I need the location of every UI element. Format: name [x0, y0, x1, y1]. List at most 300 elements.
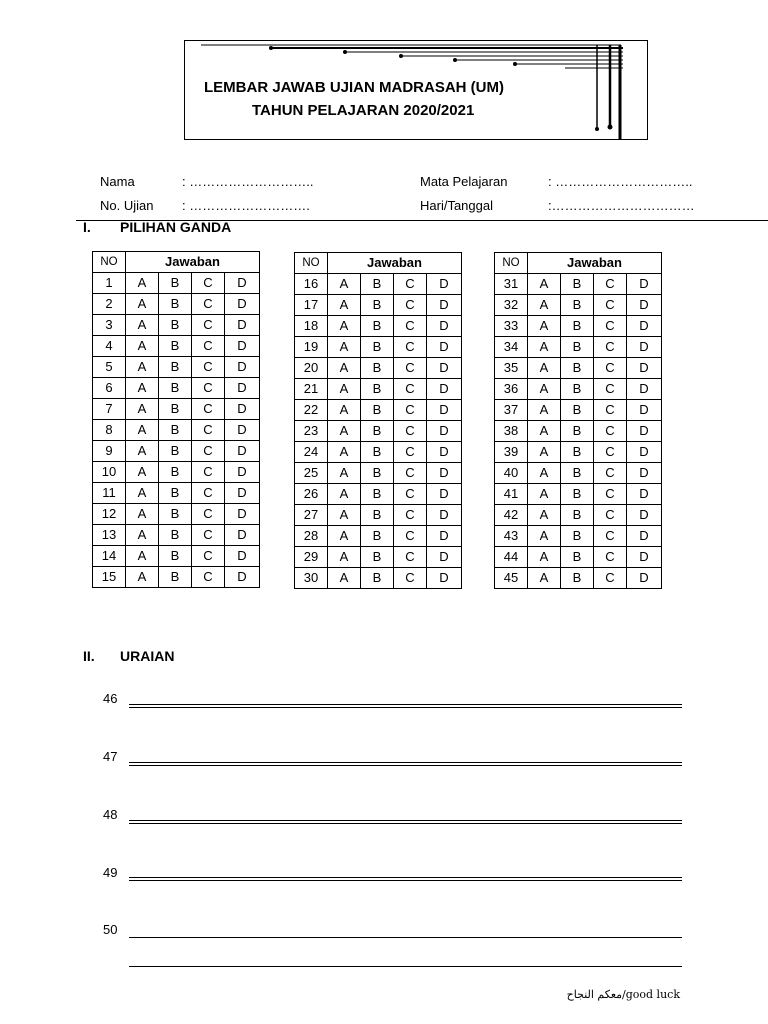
question-number: 14: [93, 546, 126, 567]
answer-option-d[interactable]: D: [427, 463, 462, 484]
table-row: [93, 441, 260, 462]
answer-option-c[interactable]: C: [394, 568, 427, 589]
answer-option-a[interactable]: A: [328, 568, 361, 589]
answer-option-d[interactable]: D: [427, 337, 462, 358]
answer-option-c[interactable]: C: [192, 378, 225, 399]
answer-option-a[interactable]: A: [328, 463, 361, 484]
answer-option-c[interactable]: C: [192, 525, 225, 546]
essay-answer-line[interactable]: [129, 704, 682, 708]
answer-option-d[interactable]: D: [427, 379, 462, 400]
answer-option-b[interactable]: B: [361, 484, 394, 505]
answer-option-b[interactable]: B: [561, 421, 594, 442]
answer-option-a[interactable]: A: [328, 421, 361, 442]
answer-option-c[interactable]: C: [594, 505, 627, 526]
answer-option-b[interactable]: B: [561, 337, 594, 358]
no-header: NO: [295, 253, 328, 274]
answer-option-a[interactable]: A: [328, 484, 361, 505]
question-number: 7: [93, 399, 126, 420]
question-number: 15: [93, 567, 126, 588]
answer-option-d[interactable]: D: [627, 421, 662, 442]
answer-option-a[interactable]: A: [328, 316, 361, 337]
answer-option-c[interactable]: C: [594, 547, 627, 568]
answer-option-c[interactable]: C: [394, 484, 427, 505]
answer-option-c[interactable]: C: [394, 505, 427, 526]
answer-option-a[interactable]: A: [126, 357, 159, 378]
answer-option-b[interactable]: B: [159, 546, 192, 567]
table-header-row: [295, 253, 462, 274]
answer-option-c[interactable]: C: [594, 379, 627, 400]
answer-option-b[interactable]: B: [159, 357, 192, 378]
answer-option-d[interactable]: D: [225, 546, 260, 567]
table-row: [295, 463, 462, 484]
answer-option-b[interactable]: B: [561, 295, 594, 316]
nama-field[interactable]: : ………………………..: [182, 174, 314, 189]
answer-option-c[interactable]: C: [594, 526, 627, 547]
answer-option-c[interactable]: C: [192, 567, 225, 588]
table-row: [93, 462, 260, 483]
question-number: 22: [295, 400, 328, 421]
answer-option-d[interactable]: D: [627, 568, 662, 589]
answer-option-d[interactable]: D: [427, 484, 462, 505]
no-header: NO: [93, 252, 126, 273]
table-row: [93, 357, 260, 378]
question-number: 40: [495, 463, 528, 484]
answer-option-b[interactable]: B: [159, 294, 192, 315]
answer-option-b[interactable]: B: [361, 568, 394, 589]
section-1-number: I.: [83, 219, 91, 235]
answer-option-d[interactable]: D: [427, 421, 462, 442]
table-row: [495, 337, 662, 358]
answer-option-b[interactable]: B: [561, 463, 594, 484]
answer-option-c[interactable]: C: [192, 294, 225, 315]
answer-option-b[interactable]: B: [561, 484, 594, 505]
answer-option-c[interactable]: C: [394, 421, 427, 442]
answer-option-b[interactable]: B: [561, 316, 594, 337]
table-row: [295, 316, 462, 337]
answer-option-b[interactable]: B: [561, 358, 594, 379]
question-number: 19: [295, 337, 328, 358]
table-row: [93, 504, 260, 525]
answer-option-b[interactable]: B: [361, 505, 394, 526]
answer-option-a[interactable]: A: [528, 421, 561, 442]
answer-option-a[interactable]: A: [126, 378, 159, 399]
answer-option-d[interactable]: D: [627, 358, 662, 379]
answer-option-c[interactable]: C: [594, 463, 627, 484]
answer-option-d[interactable]: D: [627, 442, 662, 463]
table-row: [93, 525, 260, 546]
nama-label: Nama: [100, 174, 135, 189]
answer-option-a[interactable]: A: [328, 295, 361, 316]
title-line-2: TAHUN PELAJARAN 2020/2021: [252, 102, 475, 119]
question-number: 12: [93, 504, 126, 525]
answer-option-b[interactable]: B: [159, 420, 192, 441]
answer-option-d[interactable]: D: [225, 273, 260, 294]
table-row: [295, 421, 462, 442]
answer-option-b[interactable]: B: [561, 400, 594, 421]
question-number: 1: [93, 273, 126, 294]
essay-answer-line-extra[interactable]: [129, 966, 682, 967]
table-header-row: [495, 253, 662, 274]
answer-option-a[interactable]: A: [328, 337, 361, 358]
answer-option-b[interactable]: B: [361, 400, 394, 421]
answer-option-a[interactable]: A: [126, 483, 159, 504]
answer-option-a[interactable]: A: [126, 546, 159, 567]
answer-option-a[interactable]: A: [126, 462, 159, 483]
answer-option-c[interactable]: C: [594, 568, 627, 589]
answer-option-b[interactable]: B: [159, 441, 192, 462]
answer-option-a[interactable]: A: [126, 399, 159, 420]
no-header: NO: [495, 253, 528, 274]
answer-option-c[interactable]: C: [594, 421, 627, 442]
answer-option-c[interactable]: C: [594, 400, 627, 421]
table-row: [495, 379, 662, 400]
table-row: [295, 442, 462, 463]
answer-option-d[interactable]: D: [627, 400, 662, 421]
question-number: 32: [495, 295, 528, 316]
question-number: 31: [495, 274, 528, 295]
answer-option-a[interactable]: A: [328, 526, 361, 547]
answer-option-b[interactable]: B: [561, 547, 594, 568]
answer-option-d[interactable]: D: [427, 568, 462, 589]
answer-option-b[interactable]: B: [561, 568, 594, 589]
answer-option-c[interactable]: C: [394, 295, 427, 316]
answer-option-c[interactable]: C: [394, 358, 427, 379]
answer-option-d[interactable]: D: [427, 547, 462, 568]
hari-tanggal-label: Hari/Tanggal: [420, 198, 493, 213]
answer-option-d[interactable]: D: [225, 504, 260, 525]
section-2-title: URAIAN: [120, 648, 175, 664]
question-number: 39: [495, 442, 528, 463]
table-row: [295, 358, 462, 379]
question-number: 30: [295, 568, 328, 589]
answer-option-d[interactable]: D: [627, 337, 662, 358]
table-row: [495, 442, 662, 463]
answer-option-d[interactable]: D: [225, 441, 260, 462]
question-number: 43: [495, 526, 528, 547]
answer-option-c[interactable]: C: [594, 295, 627, 316]
answer-option-c[interactable]: C: [594, 442, 627, 463]
table-row: [495, 421, 662, 442]
answer-option-b[interactable]: B: [159, 273, 192, 294]
question-number: 44: [495, 547, 528, 568]
answer-option-c[interactable]: C: [394, 274, 427, 295]
table-row: [295, 274, 462, 295]
question-number: 41: [495, 484, 528, 505]
no-ujian-field[interactable]: : ……………………….: [182, 198, 310, 213]
section-2-number: II.: [83, 648, 95, 664]
answer-option-c[interactable]: C: [394, 337, 427, 358]
table-row: [93, 294, 260, 315]
answer-option-a[interactable]: A: [528, 358, 561, 379]
question-number: 37: [495, 400, 528, 421]
section-1-title: PILIHAN GANDA: [120, 219, 232, 235]
answer-option-a[interactable]: A: [328, 442, 361, 463]
table-row: [295, 337, 462, 358]
answer-option-a[interactable]: A: [126, 567, 159, 588]
answer-option-b[interactable]: B: [361, 316, 394, 337]
answer-option-c[interactable]: C: [394, 400, 427, 421]
essay-answer-line[interactable]: [129, 820, 682, 824]
answer-option-b[interactable]: B: [561, 442, 594, 463]
answer-option-a[interactable]: A: [126, 336, 159, 357]
answer-option-d[interactable]: D: [427, 400, 462, 421]
answer-option-d[interactable]: D: [225, 525, 260, 546]
answer-option-c[interactable]: C: [594, 484, 627, 505]
question-number: 16: [295, 274, 328, 295]
question-number: 24: [295, 442, 328, 463]
question-number: 35: [495, 358, 528, 379]
question-number: 45: [495, 568, 528, 589]
question-number: 5: [93, 357, 126, 378]
answer-option-b[interactable]: B: [361, 358, 394, 379]
question-number: 29: [295, 547, 328, 568]
answer-option-d[interactable]: D: [225, 294, 260, 315]
answer-option-c[interactable]: C: [394, 316, 427, 337]
answer-option-b[interactable]: B: [159, 525, 192, 546]
answer-option-c[interactable]: C: [192, 336, 225, 357]
answer-option-b[interactable]: B: [159, 399, 192, 420]
table-row: [495, 505, 662, 526]
answer-option-a[interactable]: A: [328, 547, 361, 568]
answer-option-a[interactable]: A: [528, 463, 561, 484]
answer-option-b[interactable]: B: [361, 526, 394, 547]
question-number: 36: [495, 379, 528, 400]
answer-option-b[interactable]: B: [361, 295, 394, 316]
answer-option-b[interactable]: B: [361, 337, 394, 358]
answer-option-a[interactable]: A: [528, 442, 561, 463]
jawaban-header: Jawaban: [328, 253, 462, 274]
answer-option-d[interactable]: D: [225, 378, 260, 399]
answer-option-b[interactable]: B: [561, 379, 594, 400]
answer-option-b[interactable]: B: [159, 378, 192, 399]
essay-answer-line[interactable]: [129, 877, 682, 881]
answer-option-d[interactable]: D: [225, 399, 260, 420]
answer-option-a[interactable]: A: [528, 379, 561, 400]
answer-option-b[interactable]: B: [361, 442, 394, 463]
table-row: [495, 547, 662, 568]
answer-option-b[interactable]: B: [159, 483, 192, 504]
answer-option-d[interactable]: D: [427, 526, 462, 547]
answer-option-a[interactable]: A: [328, 505, 361, 526]
answer-option-d[interactable]: D: [225, 420, 260, 441]
table-row: [295, 568, 462, 589]
question-number: 23: [295, 421, 328, 442]
hari-tanggal-field[interactable]: :……………………………: [548, 198, 695, 213]
answer-option-d[interactable]: D: [225, 462, 260, 483]
table-row: [93, 546, 260, 567]
answer-option-a[interactable]: A: [528, 505, 561, 526]
answer-option-a[interactable]: A: [528, 547, 561, 568]
mata-pelajaran-label: Mata Pelajaran: [420, 174, 508, 189]
answer-option-a[interactable]: A: [528, 400, 561, 421]
good-luck-note: معكم النجاح/good luck: [566, 988, 680, 1001]
table-row: [295, 547, 462, 568]
answer-option-a[interactable]: A: [528, 568, 561, 589]
answer-option-a[interactable]: A: [328, 379, 361, 400]
table-row: [93, 399, 260, 420]
answer-option-c[interactable]: C: [394, 442, 427, 463]
answer-option-a[interactable]: A: [126, 273, 159, 294]
answer-option-d[interactable]: D: [427, 442, 462, 463]
answer-option-b[interactable]: B: [561, 274, 594, 295]
title-line-1: LEMBAR JAWAB UJIAN MADRASAH (UM): [204, 79, 504, 96]
question-number: 13: [93, 525, 126, 546]
answer-option-d[interactable]: D: [427, 274, 462, 295]
answer-option-a[interactable]: A: [528, 316, 561, 337]
question-number: 34: [495, 337, 528, 358]
answer-option-c[interactable]: C: [192, 315, 225, 336]
essay-number: 47: [103, 749, 118, 764]
answer-option-d[interactable]: D: [427, 295, 462, 316]
answer-option-b[interactable]: B: [159, 462, 192, 483]
table-row: [495, 274, 662, 295]
table-row: [495, 484, 662, 505]
essay-number: 49: [103, 865, 118, 880]
table-row: [295, 295, 462, 316]
table-row: [295, 526, 462, 547]
answer-option-b[interactable]: B: [159, 567, 192, 588]
answer-option-d[interactable]: D: [627, 379, 662, 400]
no-ujian-label: No. Ujian: [100, 198, 154, 213]
answer-option-d[interactable]: D: [225, 336, 260, 357]
answer-option-d[interactable]: D: [225, 567, 260, 588]
answer-option-c[interactable]: C: [192, 483, 225, 504]
question-number: 3: [93, 315, 126, 336]
answer-option-a[interactable]: A: [328, 274, 361, 295]
answer-option-b[interactable]: B: [561, 505, 594, 526]
answer-option-b[interactable]: B: [361, 379, 394, 400]
answer-option-d[interactable]: D: [627, 484, 662, 505]
table-header-row: [93, 252, 260, 273]
table-row: [295, 379, 462, 400]
answer-option-d[interactable]: D: [627, 526, 662, 547]
answer-table-1: [92, 251, 260, 588]
answer-option-a[interactable]: A: [126, 315, 159, 336]
answer-option-a[interactable]: A: [528, 274, 561, 295]
essay-answer-line[interactable]: [129, 762, 682, 766]
answer-option-d[interactable]: D: [225, 483, 260, 504]
answer-option-d[interactable]: D: [627, 316, 662, 337]
mata-pelajaran-field[interactable]: : …………………………..: [548, 174, 693, 189]
answer-option-a[interactable]: A: [126, 525, 159, 546]
table-row: [495, 316, 662, 337]
answer-option-c[interactable]: C: [192, 420, 225, 441]
answer-option-b[interactable]: B: [361, 463, 394, 484]
question-number: 17: [295, 295, 328, 316]
answer-option-c[interactable]: C: [394, 526, 427, 547]
question-number: 25: [295, 463, 328, 484]
answer-option-c[interactable]: C: [192, 546, 225, 567]
table-row: [495, 463, 662, 484]
answer-option-c[interactable]: C: [192, 357, 225, 378]
answer-option-c[interactable]: C: [594, 274, 627, 295]
answer-option-a[interactable]: A: [126, 504, 159, 525]
jawaban-header: Jawaban: [528, 253, 662, 274]
answer-option-b[interactable]: B: [361, 547, 394, 568]
question-number: 28: [295, 526, 328, 547]
table-row: [495, 400, 662, 421]
jawaban-header: Jawaban: [126, 252, 260, 273]
answer-table-2: [294, 252, 462, 589]
table-row: [93, 567, 260, 588]
answer-option-d[interactable]: D: [427, 316, 462, 337]
answer-option-b[interactable]: B: [159, 336, 192, 357]
answer-option-d[interactable]: D: [627, 463, 662, 484]
question-number: 42: [495, 505, 528, 526]
table-row: [495, 358, 662, 379]
answer-option-b[interactable]: B: [361, 274, 394, 295]
answer-option-d[interactable]: D: [225, 315, 260, 336]
answer-option-c[interactable]: C: [192, 504, 225, 525]
table-row: [295, 505, 462, 526]
answer-option-a[interactable]: A: [528, 337, 561, 358]
answer-option-a[interactable]: A: [126, 294, 159, 315]
answer-option-c[interactable]: C: [594, 358, 627, 379]
question-number: 11: [93, 483, 126, 504]
question-number: 4: [93, 336, 126, 357]
answer-option-a[interactable]: A: [328, 358, 361, 379]
answer-option-c[interactable]: C: [394, 547, 427, 568]
answer-option-b[interactable]: B: [561, 526, 594, 547]
question-number: 10: [93, 462, 126, 483]
answer-option-a[interactable]: A: [528, 526, 561, 547]
answer-option-d[interactable]: D: [627, 547, 662, 568]
question-number: 2: [93, 294, 126, 315]
answer-option-d[interactable]: D: [427, 505, 462, 526]
question-number: 6: [93, 378, 126, 399]
question-number: 27: [295, 505, 328, 526]
question-number: 9: [93, 441, 126, 462]
answer-option-d[interactable]: D: [627, 274, 662, 295]
answer-option-d[interactable]: D: [627, 295, 662, 316]
title-box: [184, 40, 648, 140]
question-number: 26: [295, 484, 328, 505]
table-row: [93, 273, 260, 294]
answer-option-b[interactable]: B: [159, 315, 192, 336]
question-number: 18: [295, 316, 328, 337]
answer-option-a[interactable]: A: [126, 441, 159, 462]
essay-number: 48: [103, 807, 118, 822]
answer-option-a[interactable]: A: [328, 400, 361, 421]
answer-option-c[interactable]: C: [192, 441, 225, 462]
essay-answer-line[interactable]: [129, 937, 682, 938]
answer-option-d[interactable]: D: [627, 505, 662, 526]
table-row: [295, 484, 462, 505]
answer-option-a[interactable]: A: [126, 420, 159, 441]
answer-option-c[interactable]: C: [192, 399, 225, 420]
question-number: 8: [93, 420, 126, 441]
answer-option-c[interactable]: C: [192, 273, 225, 294]
answer-option-c[interactable]: C: [594, 337, 627, 358]
question-number: 20: [295, 358, 328, 379]
answer-option-b[interactable]: B: [159, 504, 192, 525]
table-row: [495, 526, 662, 547]
answer-option-c[interactable]: C: [394, 463, 427, 484]
answer-option-c[interactable]: C: [192, 462, 225, 483]
question-number: 38: [495, 421, 528, 442]
answer-option-a[interactable]: A: [528, 295, 561, 316]
essay-number: 46: [103, 691, 118, 706]
table-row: [295, 400, 462, 421]
answer-option-d[interactable]: D: [225, 357, 260, 378]
answer-option-c[interactable]: C: [594, 316, 627, 337]
answer-option-d[interactable]: D: [427, 358, 462, 379]
answer-table-3: [494, 252, 662, 589]
table-row: [93, 420, 260, 441]
answer-option-b[interactable]: B: [361, 421, 394, 442]
answer-option-a[interactable]: A: [528, 484, 561, 505]
answer-option-c[interactable]: C: [394, 379, 427, 400]
